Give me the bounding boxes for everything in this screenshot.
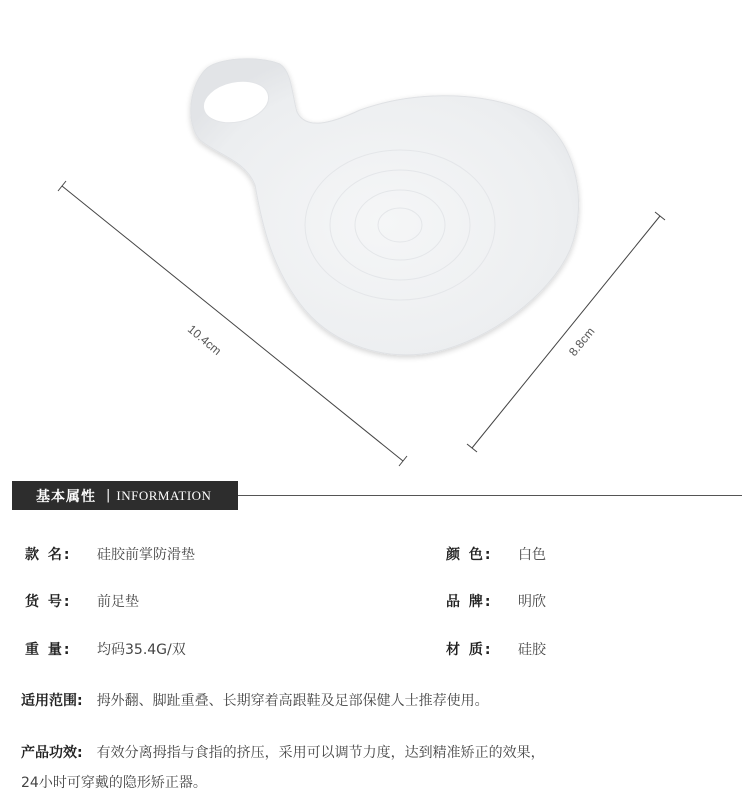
attr-value: 硅胶前掌防滑垫 [97, 547, 195, 563]
attr-value: 白色 [518, 547, 546, 563]
attr-label: 重 量: [25, 642, 72, 658]
attr-material [446, 639, 546, 659]
usage-text: 拇外翻、脚趾重叠、长期穿着高跟鞋及足部保健人士推荐使用。 [96, 693, 489, 709]
attr-item-no [25, 591, 139, 611]
attr-color [446, 544, 546, 564]
attr-value: 前足垫 [97, 594, 139, 610]
section-tag [12, 481, 238, 510]
usage-label: 适用范围: [21, 693, 83, 709]
attr-value: 明欣 [518, 594, 546, 610]
attr-label: 材 质: [446, 642, 493, 658]
section-divider [238, 495, 742, 496]
attr-value: 均码35.4G/双 [97, 642, 186, 658]
attr-value: 硅胶 [518, 642, 546, 658]
attr-label: 货 号: [25, 594, 72, 610]
section-title: 基本属性 [36, 488, 96, 505]
attr-name [25, 544, 195, 564]
attr-weight [25, 639, 186, 659]
forefoot-pad [191, 59, 579, 355]
section-subtitle: INFORMATION [116, 487, 212, 503]
effect-text-line1: 有效分离拇指与食指的挤压，采用可以调节力度，达到精准矫正的效果， [96, 745, 545, 761]
section-separator: | [106, 488, 111, 503]
attr-brand [446, 591, 546, 611]
length-label: 10.4cm [185, 322, 225, 359]
attr-label: 款 名: [25, 547, 72, 563]
effect-text-line2: 24小时可穿戴的隐形矫正器。 [21, 775, 207, 791]
width-label: 8.8cm [566, 324, 598, 359]
effect-paragraph [21, 738, 545, 798]
effect-label: 产品功效: [21, 745, 83, 761]
usage-paragraph [21, 686, 489, 716]
attr-label: 颜 色: [446, 547, 493, 563]
section-header [12, 481, 742, 510]
attr-label: 品 牌: [446, 594, 493, 610]
